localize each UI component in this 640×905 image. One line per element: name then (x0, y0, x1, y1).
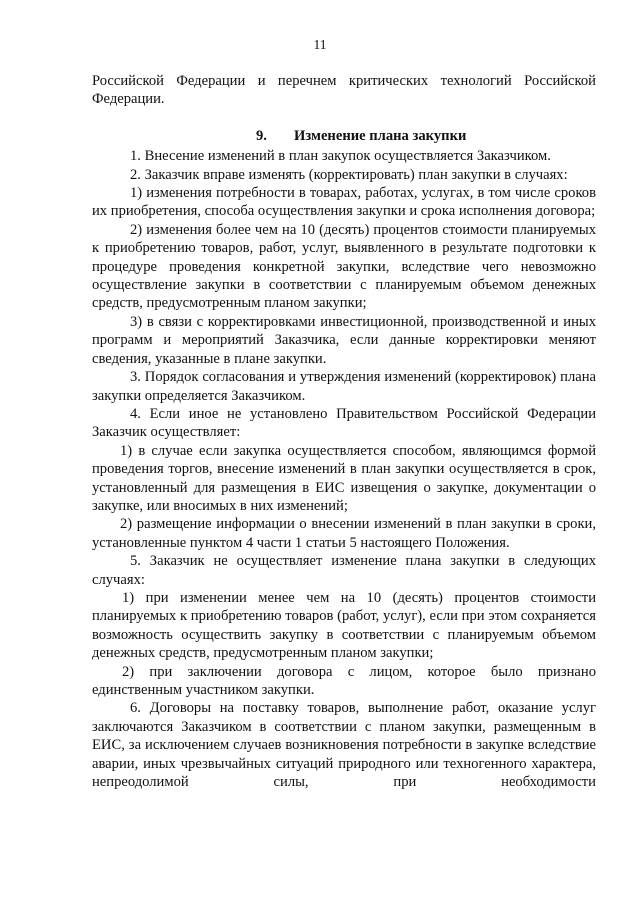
paragraph-5: 5. Заказчик не осуществляет изменение плана закупки в следующих случаях: (92, 553, 596, 588)
list-item-5-2: 2) при заключении договора с лицом, которое было признано единственным участником закупки. (92, 663, 596, 698)
list-item-2-2: 2) изменения более чем на 10 (десять) процентов стоимости планируемых к приобретению товаров, работ, услуг, выявленного в результате подготовки к процедуре проведения конкретной закупки, вследствие чего невозможно осуществление закупки в соответствии с планируемым объемом денежных средств, предусмотренным планом закупки; (92, 221, 596, 312)
section-heading (92, 127, 596, 145)
paragraph-6: 6. Договоры на поставку товаров, выполнение работ, оказание услуг заключаются Заказчиком в соответствии с планом закупки, размещенным в ЕИС, за исключением случаев возникновения потребности в закупке вследствие аварии, иных чрезвычайных ситуаций природного или техногенного характера, непреодолимой силы, при необходимости (92, 700, 596, 791)
list-item-5-1: 1) при изменении менее чем на 10 (десять) процентов стоимости планируемых к приобретению товаров (работ, услуг), если при этом сохраняется возможность осуществить закупку в соответствии с планируемым объемом денежных средств, предусмотренным планом закупки; (92, 589, 596, 662)
list-item-4-1: 1) в случае если закупка осуществляется способом, являющимся формой проведения торгов, внесение изменений в план закупки осуществляется в срок, установленный для размещения в ЕИС извещения о закупке, документации о закупке, или вносимых в них изменений; (92, 442, 596, 514)
intro-paragraph: Российской Федерации и перечнем критических технологий Российской Федерации. (92, 73, 596, 108)
document-body (92, 72, 596, 791)
page-number: 11 (313, 37, 327, 52)
paragraph-3: 3. Порядок согласования и утверждения изменений (корректировок) плана закупки определяется Заказчиком. (92, 369, 596, 404)
section-number: 9. (256, 127, 267, 144)
paragraph-2: 2. Заказчик вправе изменять (корректировать) план закупки в случаях: (130, 166, 568, 183)
paragraph-4: 4. Если иное не установлено Правительством Российской Федерации Заказчик осуществляет: (92, 405, 596, 441)
paragraph-1: 1. Внесение изменений в план закупок осуществляется Заказчиком. (130, 148, 551, 165)
list-item-2-1: 1) изменения потребности в товарах, работах, услугах, в том числе сроков их приобретения, способа осуществления закупки и срока исполнения договора; (92, 185, 596, 220)
list-item-2-3: 3) в связи с корректировками инвестиционной, производственной и иных программ и мероприятий Заказчика, если данные корректировки меняют сведения, указанные в плане закупки. (92, 313, 596, 367)
list-item-4-2: 2) размещение информации о внесении изменений в план закупки в сроки, установленные пунктом 4 части 1 статьи 5 настоящего Положения. (92, 516, 596, 551)
section-title: Изменение плана закупки (294, 127, 467, 144)
